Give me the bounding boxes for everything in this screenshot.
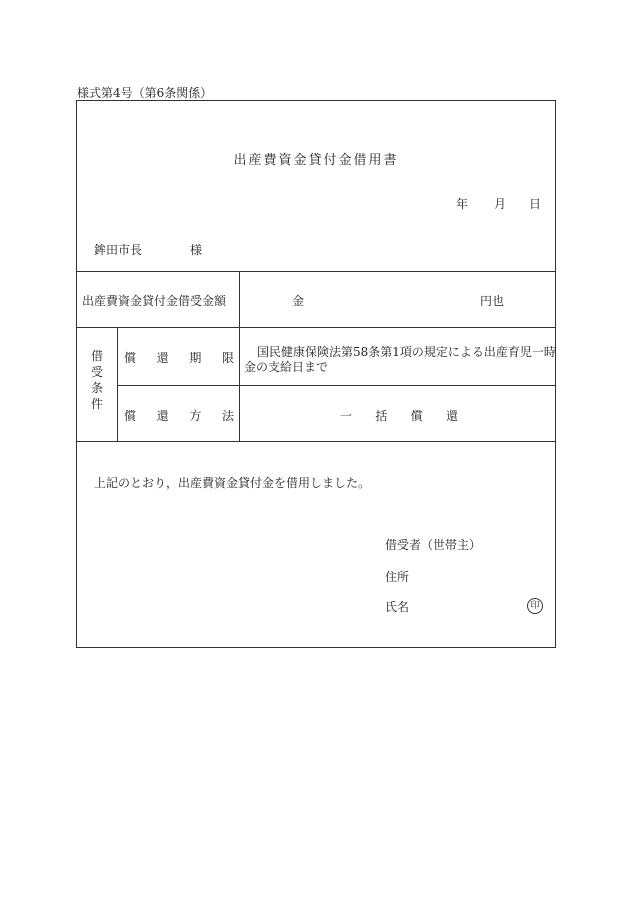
addressee-name: 鉾田市長 [94,243,143,257]
divider [77,441,555,442]
value-char: 還 [445,409,458,423]
value-char: 償 [410,409,423,423]
repayment-method-value [340,407,458,424]
conditions-group-char: 件 [90,397,103,411]
conditions-group-char: 借 [90,349,103,363]
divider [117,327,118,441]
conditions-group-char: 受 [90,365,103,379]
repayment-method-label [124,407,234,424]
loan-certificate-form [76,100,556,648]
label-char: 方 [189,409,202,423]
form-number: 様式第4号（第6条関係） [77,86,213,100]
date-year-label: 年 [456,197,469,211]
repayment-period-value-line1: 国民健康保険法第58条第1項の規定による出産育児一時 [257,345,556,359]
divider [239,271,240,441]
repayment-period-label [124,349,234,366]
label-char: 期 [189,351,202,365]
label-char: 還 [156,409,169,423]
addressee-honorific: 様 [190,243,203,257]
borrower-name-label: 氏名 [385,600,410,614]
statement-text: 上記のとおり，出産費資金貸付金を借用しました。 [94,476,371,490]
label-char: 限 [221,351,234,365]
date-month-label: 月 [494,197,507,211]
label-char: 償 [124,351,137,365]
conditions-group-char: 条 [90,381,103,395]
divider [117,385,555,386]
date-day-label: 日 [529,197,542,211]
divider [77,327,555,328]
value-char: 括 [375,409,388,423]
label-char: 還 [156,351,169,365]
seal-mark: 印 [527,598,543,614]
borrower-address-label: 住所 [385,570,410,584]
amount-prefix: 金 [292,294,305,308]
divider [77,271,555,272]
amount-suffix: 円也 [480,294,505,308]
conditions-group-label [77,348,117,412]
borrower-role: 借受者（世帯主） [385,538,482,552]
form-title: 出産費資金貸付金借用書 [233,153,399,168]
value-char: 一 [340,409,353,423]
repayment-period-value-line2: 金の支給日まで [244,360,329,374]
label-char: 償 [124,409,137,423]
amount-label: 出産費資金貸付金借受金額 [82,294,227,308]
label-char: 法 [221,409,234,423]
